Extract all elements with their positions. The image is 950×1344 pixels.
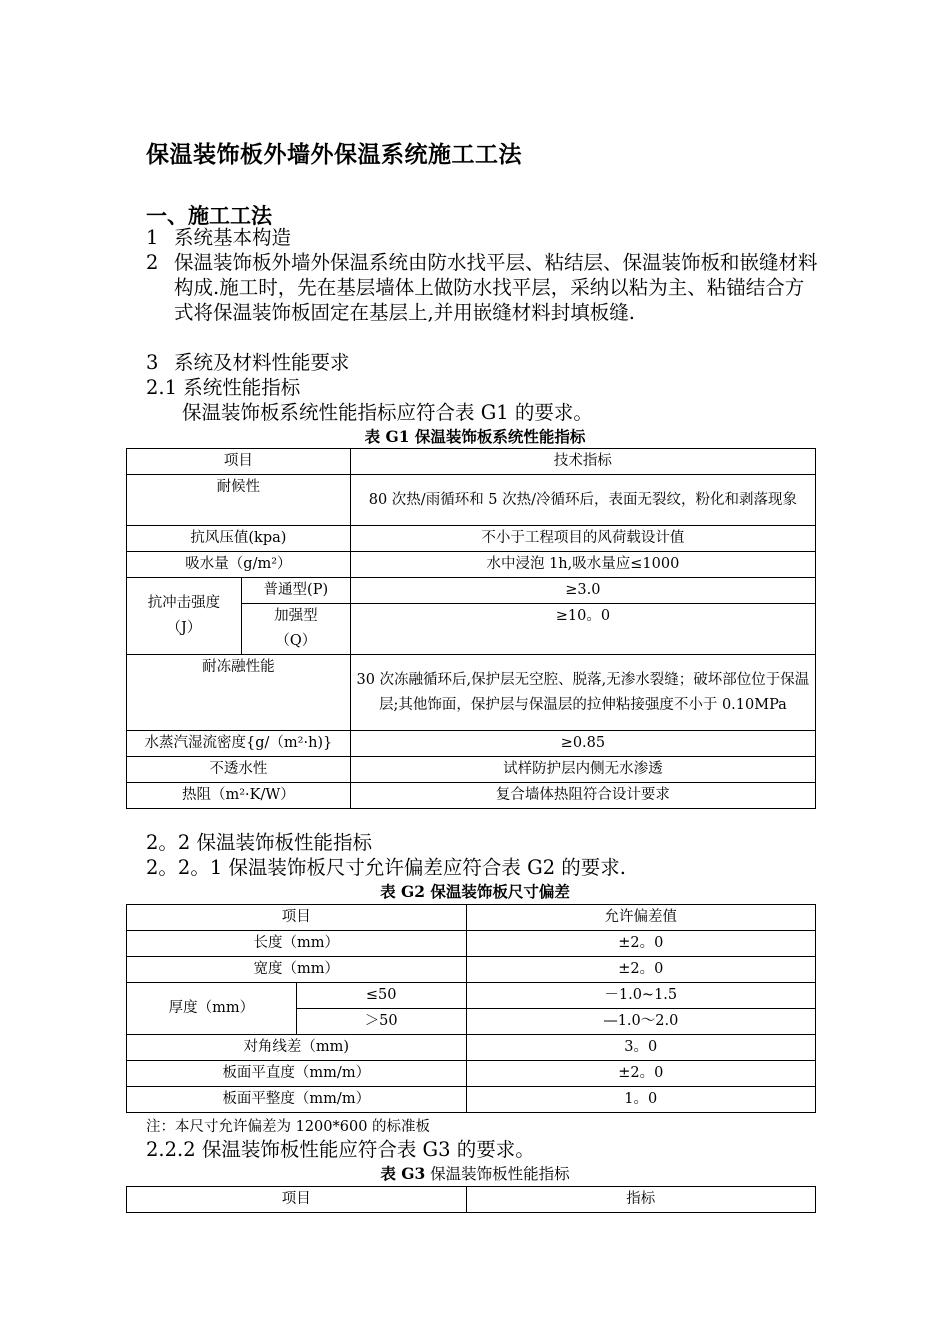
table-cell: ±2。0	[466, 1061, 815, 1087]
subsection-heading: 2.1 系统性能指标	[146, 376, 301, 399]
table-cell: ≥0.85	[350, 731, 815, 757]
table-cell: ≤50	[296, 983, 466, 1009]
section-heading: 一、施工工法	[146, 203, 272, 228]
table-header-cell: 项目	[127, 1187, 467, 1213]
table-cell: 1。0	[466, 1087, 815, 1113]
table-cell: 3。0	[466, 1035, 815, 1061]
table-header-cell: 指标	[466, 1187, 816, 1213]
table-cell: 宽度（mm）	[127, 957, 467, 983]
table-note: 注：本尺寸允许偏差为 1200*600 的标准板	[146, 1119, 431, 1135]
table-row	[127, 1061, 816, 1087]
table-cell: 加强型（Q）	[241, 604, 350, 655]
table-cell: 耐候性	[127, 475, 351, 526]
table-cell: 热阻（m²·K/W）	[127, 783, 351, 809]
table-row	[127, 526, 816, 552]
table-row	[127, 731, 816, 757]
paragraph: 保温装饰板系统性能指标应符合表 G1 的要求。	[182, 401, 593, 424]
table-row	[127, 655, 816, 731]
table-caption-text: 表 G1 保温装饰板系统性能指标	[364, 427, 586, 446]
table-cell: 板面平直度（mm/m）	[127, 1061, 467, 1087]
item-number: 2	[146, 251, 159, 274]
table-cell: 30 次冻融循环后,保护层无空腔、脱落,无渗水裂缝；破坏部位位于保温层;其他饰面，保护层与保温层的拉伸粘接强度不小于 0.10MPa	[350, 655, 815, 731]
table-cell: 不小于工程项目的风荷载设计值	[350, 526, 815, 552]
table-row	[127, 1087, 816, 1113]
table-header-cell: 项目	[127, 905, 467, 931]
table-cell: 耐冻融性能	[127, 655, 351, 731]
document-title: 保温装饰板外墙外保温系统施工工法	[146, 141, 522, 168]
list-item	[146, 250, 818, 325]
table-row	[127, 552, 816, 578]
list-item	[146, 350, 350, 375]
table-cell: ±2。0	[466, 957, 815, 983]
table-cell: ≥10。0	[350, 604, 815, 655]
list-item	[146, 225, 291, 250]
table-cell: 对角线差（mm)	[127, 1035, 467, 1061]
table-header-cell: 允许偏差值	[466, 905, 815, 931]
table-caption	[0, 880, 950, 902]
table-header-row	[127, 1187, 816, 1213]
table-cell: 长度（mm）	[127, 931, 467, 957]
table-cell: 水蒸汽湿流密度{g/（m²·h)}	[127, 731, 351, 757]
table-caption-text: 表 G2 保温装饰板尺寸偏差	[380, 882, 570, 901]
table-cell: 厚度（mm）	[127, 983, 297, 1035]
subsection-heading: 2。2 保温装饰板性能指标	[146, 831, 373, 854]
table-g3	[126, 1186, 816, 1213]
table-cell: 试样防护层内侧无水渗透	[350, 757, 815, 783]
table-cell: 80 次热/雨循环和 5 次热/冷循环后，表面无裂纹，粉化和剥落现象	[350, 475, 815, 526]
table-cell: －1.0~1.5	[466, 983, 815, 1009]
item-text: 系统基本构造	[174, 226, 292, 249]
table-row	[127, 931, 816, 957]
table-cell: ＞50	[296, 1009, 466, 1035]
table-row	[127, 578, 816, 604]
table-cell: ±2。0	[466, 931, 815, 957]
table-g1	[126, 448, 816, 809]
table-caption-label: 表 G3	[380, 1164, 426, 1183]
paragraph: 2。2。1 保温装饰板尺寸允许偏差应符合表 G2 的要求.	[146, 856, 626, 879]
table-row	[127, 983, 816, 1009]
table-caption	[0, 1162, 950, 1184]
table-header-cell: 项目	[127, 449, 351, 475]
table-cell: 不透水性	[127, 757, 351, 783]
table-row	[127, 475, 816, 526]
table-cell: 抗冲击强度（J）	[127, 578, 242, 655]
paragraph: 2.2.2 保温装饰板性能应符合表 G3 的要求。	[146, 1138, 535, 1161]
table-caption-text: 保温装饰板性能指标	[425, 1165, 570, 1183]
table-cell: ≥3.0	[350, 578, 815, 604]
item-number: 1	[146, 226, 159, 249]
table-header-cell: 技术指标	[350, 449, 815, 475]
table-cell: 水中浸泡 1h,吸水量应≤1000	[350, 552, 815, 578]
table-row	[127, 757, 816, 783]
table-cell: 板面平整度（mm/m）	[127, 1087, 467, 1113]
table-cell: —1.0～2.0	[466, 1009, 815, 1035]
table-cell: 复合墙体热阻符合设计要求	[350, 783, 815, 809]
table-cell: 普通型(P)	[241, 578, 350, 604]
table-g2	[126, 904, 816, 1113]
table-header-row	[127, 905, 816, 931]
item-text: 系统及材料性能要求	[174, 351, 350, 374]
item-number: 3	[146, 351, 159, 374]
table-header-row	[127, 449, 816, 475]
table-row	[127, 957, 816, 983]
table-row	[127, 783, 816, 809]
item-text: 保温装饰板外墙外保温系统由防水找平层、粘结层、保温装饰板和嵌缝材料构成.施工时，先在基层墙体上做防水找平层，采纳以粘为主、粘锚结合方式将保温装饰板固定在基层上,并用嵌缝材料封填板缝.	[174, 251, 818, 324]
table-cell: 吸水量（g/m²）	[127, 552, 351, 578]
table-cell: 抗风压值(kpa)	[127, 526, 351, 552]
table-row	[127, 1035, 816, 1061]
table-caption	[0, 425, 950, 447]
